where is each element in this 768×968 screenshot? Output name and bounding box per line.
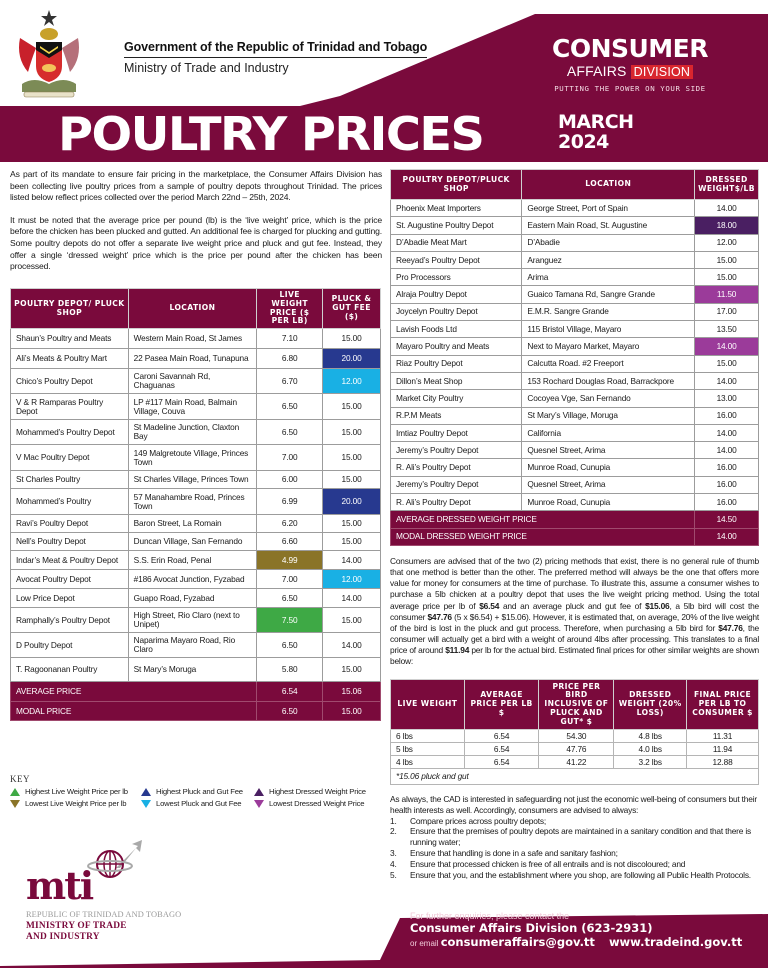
shop-location: Eastern Main Road, St. Augustine bbox=[522, 217, 695, 234]
shop-name: Jeremy’s Poultry Depot bbox=[391, 476, 522, 493]
shop-name: D Poultry Depot bbox=[11, 633, 129, 658]
shop-location: Munroe Road, Cunupia bbox=[522, 494, 695, 511]
table-row bbox=[391, 234, 759, 251]
intro-text bbox=[10, 169, 382, 273]
live-weight: 6 lbs bbox=[391, 730, 465, 743]
legend-label: Lowest Dressed Weight Price bbox=[269, 799, 365, 808]
cad-logo-affairs-text: AFFAIRS bbox=[566, 63, 627, 79]
live-weight: 5 lbs bbox=[391, 743, 465, 756]
dressed-weight-price: 13.00 bbox=[695, 390, 759, 407]
table-header-row bbox=[11, 289, 381, 329]
shop-name: Mayaro Poultry and Meats bbox=[391, 338, 522, 355]
dressed-weight-price: 14.00 bbox=[695, 372, 759, 389]
legend-item bbox=[10, 799, 141, 808]
table-row bbox=[391, 424, 759, 441]
modal-live-weight-price: 6.50 bbox=[257, 702, 323, 721]
government-heading bbox=[124, 40, 427, 75]
explanation-text: and an average pluck and gut fee of bbox=[499, 600, 646, 611]
table-row bbox=[391, 743, 759, 756]
list-number: 4. bbox=[390, 858, 397, 869]
shop-location: #186 Avocat Junction, Fyzabad bbox=[128, 570, 257, 589]
pluck-gut-fee: 20.00 bbox=[323, 489, 381, 515]
shop-location: Naparima Mayaro Road, Rio Claro bbox=[128, 633, 257, 658]
list-item bbox=[390, 816, 759, 827]
table-row bbox=[11, 589, 381, 608]
health-advice-list bbox=[390, 816, 759, 881]
list-text: Ensure that you, and the establishment where you shop, are following all Public Health Protocols. bbox=[410, 869, 751, 880]
live-weight-price: 4.99 bbox=[257, 551, 323, 570]
ministry-name: Ministry of Trade and Industry bbox=[124, 61, 289, 75]
final-price: 11.31 bbox=[687, 730, 759, 743]
dressed-weight-price: 16.00 bbox=[695, 459, 759, 476]
live-weight-price: 6.00 bbox=[257, 471, 323, 489]
shop-name: T. Ragoonanan Poultry bbox=[11, 658, 129, 682]
average-price: 6.54 bbox=[464, 756, 539, 769]
shop-name: Lavish Foods Ltd bbox=[391, 321, 522, 338]
triangle-down-cyan-icon bbox=[141, 800, 151, 808]
shop-location: D’Abadie bbox=[522, 234, 695, 251]
contact-info bbox=[410, 911, 742, 951]
final-price: 11.94 bbox=[687, 743, 759, 756]
contact-email-line bbox=[410, 935, 742, 951]
list-item bbox=[390, 859, 759, 870]
pluck-gut-fee: 15.00 bbox=[323, 394, 381, 420]
dressed-weight-price: 16.00 bbox=[695, 407, 759, 424]
column-header-price-per-bird: PRICE PER BIRD INCLUSIVE OF PLUCK AND GUT* $ bbox=[539, 680, 614, 730]
shop-location: S.S. Erin Road, Penal bbox=[128, 551, 257, 570]
dressed-weight-price: 12.00 bbox=[695, 234, 759, 251]
list-number: 1. bbox=[390, 815, 397, 826]
legend-item bbox=[141, 799, 254, 808]
mti-wordmark: mti bbox=[26, 863, 93, 908]
table-row bbox=[11, 489, 381, 515]
page-header bbox=[0, 0, 768, 162]
shop-location: Quesnel Street, Arima bbox=[522, 442, 695, 459]
column-header-location: LOCATION bbox=[128, 289, 257, 329]
mti-republic: REPUBLIC OF TRINIDAD AND TOBAGO bbox=[26, 910, 182, 919]
table-row bbox=[391, 286, 759, 303]
bird-cost-highlight: $47.76 bbox=[427, 611, 452, 622]
shop-name: Jeremy’s Poultry Depot bbox=[391, 442, 522, 459]
page-title: POULTRY PRICES bbox=[58, 107, 484, 161]
average-dressed-price: 14.50 bbox=[695, 511, 759, 528]
table-row bbox=[391, 217, 759, 234]
final-price-highlight: $11.94 bbox=[445, 645, 470, 656]
shop-name: V & R Ramparas Poultry Depot bbox=[11, 394, 129, 420]
pricing-methods-explanation bbox=[390, 556, 759, 668]
shop-location: Arima bbox=[522, 269, 695, 286]
pluck-gut-fee: 15.00 bbox=[323, 608, 381, 633]
table-row bbox=[391, 338, 759, 355]
dressed-weight: 3.2 lbs bbox=[614, 756, 687, 769]
shop-location: Munroe Road, Cunupia bbox=[522, 459, 695, 476]
price-per-bird: 47.76 bbox=[539, 743, 614, 756]
column-header-shop: POULTRY DEPOT/PLUCK SHOP bbox=[391, 170, 522, 200]
avg-price-highlight: $6.54 bbox=[479, 600, 500, 611]
dressed-weight-price: 13.50 bbox=[695, 321, 759, 338]
shop-name: Dillon’s Meat Shop bbox=[391, 372, 522, 389]
dressed-weight: 4.0 lbs bbox=[614, 743, 687, 756]
table-row bbox=[11, 420, 381, 445]
table-row bbox=[11, 515, 381, 533]
live-weight-price: 6.50 bbox=[257, 420, 323, 445]
table-row bbox=[391, 442, 759, 459]
table-row bbox=[11, 471, 381, 489]
table-row bbox=[391, 372, 759, 389]
mti-ministry-line2: AND INDUSTRY bbox=[26, 932, 100, 942]
health-intro: As always, the CAD is interested in safeguarding not just the economic well-being of consumers but their health interests as well. Accordingly, consumers are advised to always: bbox=[390, 794, 757, 815]
price-per-bird: 54.30 bbox=[539, 730, 614, 743]
shop-location: High Street, Rio Claro (next to Unipet) bbox=[128, 608, 257, 633]
table-row bbox=[391, 407, 759, 424]
pluck-gut-fee: 15.00 bbox=[323, 658, 381, 682]
shop-location: Western Main Road, St James bbox=[128, 329, 257, 349]
pluck-gut-fee: 15.00 bbox=[323, 533, 381, 551]
average-price-row bbox=[11, 682, 381, 702]
final-price: 12.88 bbox=[687, 756, 759, 769]
shop-name: Chico’s Poultry Depot bbox=[11, 369, 129, 394]
pluck-gut-fee: 20.00 bbox=[323, 349, 381, 369]
cad-tagline: PUTTING THE POWER ON YOUR SIDE bbox=[554, 84, 706, 93]
legend-label: Lowest Live Weight Price per lb bbox=[25, 799, 127, 808]
list-number: 3. bbox=[390, 847, 397, 858]
intro-paragraph-2: It must be noted that the average price per pound (lb) is the ‘live weight’ price, which is the price before the chicken has been plucked and gutted. An additional fee is charged for plucking and gutting. Some poultry depots do not offer a separate live weight price and pluck and gut fee. Instead, they offer a single ‘dressed weight’ price which is the price per pound after the chicken has been processed. bbox=[10, 214, 382, 272]
modal-dressed-price: 14.00 bbox=[695, 528, 759, 545]
legend-label: Lowest Pluck and Gut Fee bbox=[156, 799, 242, 808]
live-weight-price: 6.50 bbox=[257, 633, 323, 658]
modal-price-row bbox=[11, 702, 381, 721]
title-year: 2024 bbox=[558, 131, 609, 153]
shop-location: Aranguez bbox=[522, 251, 695, 268]
shop-name: R. Ali’s Poultry Depot bbox=[391, 494, 522, 511]
live-weight-price: 7.00 bbox=[257, 570, 323, 589]
table-row bbox=[391, 730, 759, 743]
dressed-weight-price: 16.00 bbox=[695, 476, 759, 493]
final-price-calculation-table bbox=[390, 679, 759, 785]
pluck-gut-fee: 15.00 bbox=[323, 445, 381, 471]
shop-name: Riaz Poultry Depot bbox=[391, 355, 522, 372]
shop-location: 149 Malgretoute Village, Princes Town bbox=[128, 445, 257, 471]
cad-logo-division: DIVISION bbox=[631, 65, 693, 79]
legend-label: Highest Live Weight Price per lb bbox=[25, 787, 128, 796]
average-pluck-gut-fee: 15.06 bbox=[323, 682, 381, 702]
shop-location: Calcutta Road. #2 Freeport bbox=[522, 355, 695, 372]
pluck-gut-fee: 14.00 bbox=[323, 589, 381, 608]
shop-name: R. Ali’s Poultry Depot bbox=[391, 459, 522, 476]
legend-item bbox=[254, 787, 382, 796]
table-row bbox=[11, 394, 381, 420]
dressed-weight-price: 15.00 bbox=[695, 251, 759, 268]
live-weight-price: 6.20 bbox=[257, 515, 323, 533]
modal-dressed-price-label: MODAL DRESSED WEIGHT PRICE bbox=[391, 528, 695, 545]
shop-location: St Mary’s Village, Moruga bbox=[522, 407, 695, 424]
shop-name: Ramphally’s Poultry Depot bbox=[11, 608, 129, 633]
shop-location: Guaico Tamana Rd, Sangre Grande bbox=[522, 286, 695, 303]
pluck-gut-fee: 12.00 bbox=[323, 369, 381, 394]
list-item bbox=[390, 826, 759, 848]
dressed-weight-price: 18.00 bbox=[695, 217, 759, 234]
table-row bbox=[391, 321, 759, 338]
pluck-gut-fee: 14.00 bbox=[323, 551, 381, 570]
list-item bbox=[390, 848, 759, 859]
table-row bbox=[11, 658, 381, 682]
live-weight: 4 lbs bbox=[391, 756, 465, 769]
dressed-weight-price: 17.00 bbox=[695, 303, 759, 320]
modal-price-label: MODAL PRICE bbox=[11, 702, 257, 721]
shop-name: Reeyad’s Poultry Depot bbox=[391, 251, 522, 268]
triangle-up-blue-icon bbox=[141, 788, 151, 796]
column-header-average-price: AVERAGE PRICE PER LB $ bbox=[464, 680, 539, 730]
shop-name: Low Price Depot bbox=[11, 589, 129, 608]
table-row bbox=[391, 494, 759, 511]
column-header-pluck-gut-fee: PLUCK & GUT FEE ($) bbox=[323, 289, 381, 329]
column-header-live-weight: LIVE WEIGHT bbox=[391, 680, 465, 730]
table-row bbox=[391, 200, 759, 217]
pluck-gut-fee: 12.00 bbox=[323, 570, 381, 589]
explanation-text: (5 x $6.54) + $15.06). However, it is estimated that, on average, 20% of the live weight of the bird is lost in the pluck and gut process. Therefore, when purchasing a 5lb bird for bbox=[390, 611, 759, 633]
average-price: 6.54 bbox=[464, 743, 539, 756]
triangle-down-olive-icon bbox=[10, 800, 20, 808]
shop-name: R.P.M Meats bbox=[391, 407, 522, 424]
legend-item bbox=[254, 799, 382, 808]
shop-name: Market City Poultry bbox=[391, 390, 522, 407]
legend-label: Highest Pluck and Gut Fee bbox=[156, 787, 243, 796]
average-price: 6.54 bbox=[464, 730, 539, 743]
triangle-down-magenta-icon bbox=[254, 800, 264, 808]
shop-location: LP #117 Main Road, Balmain Village, Couva bbox=[128, 394, 257, 420]
shop-location: Quesnel Street, Arima bbox=[522, 476, 695, 493]
table-row bbox=[11, 570, 381, 589]
explanation-text: Consumers are advised that of the two (2) pricing methods that exist, there is no general rule of thumb that one method is better than the other. The preferred method will always be the one that offers more value for money for consumers at the time of purchase. To illustrate this, assume a consumer wishes to purchase a 5lb chicken at a poultry depot that uses the live weight pricing method. Using the total average price per lb of bbox=[390, 556, 759, 611]
table-row bbox=[391, 355, 759, 372]
live-weight-price: 6.50 bbox=[257, 589, 323, 608]
live-weight-price: 5.80 bbox=[257, 658, 323, 682]
pluck-gut-fee: 15.00 bbox=[323, 420, 381, 445]
table-row bbox=[11, 349, 381, 369]
column-header-final-price: FINAL PRICE PER LB TO CONSUMER $ bbox=[687, 680, 759, 730]
table-header-row bbox=[391, 170, 759, 200]
average-live-weight-price: 6.54 bbox=[257, 682, 323, 702]
shop-name: Phoenix Meat Importers bbox=[391, 200, 522, 217]
live-weight-price: 6.80 bbox=[257, 349, 323, 369]
table-row bbox=[391, 269, 759, 286]
list-number: 5. bbox=[390, 869, 397, 880]
column-header-dressed-weight: DRESSED WEIGHT (20% LOSS) bbox=[614, 680, 687, 730]
dressed-weight-price: 11.50 bbox=[695, 286, 759, 303]
shop-name: Alraja Poultry Depot bbox=[391, 286, 522, 303]
shop-location: Next to Mayaro Market, Mayaro bbox=[522, 338, 695, 355]
column-header-location: LOCATION bbox=[522, 170, 695, 200]
table-row bbox=[11, 551, 381, 570]
website-link[interactable]: www.tradeind.gov.tt bbox=[608, 935, 743, 949]
table-row bbox=[11, 533, 381, 551]
table-header-row bbox=[391, 680, 759, 730]
live-weight-price: 6.60 bbox=[257, 533, 323, 551]
intro-paragraph-1: As part of its mandate to ensure fair pricing in the marketplace, the Consumer Affairs Division has been collecting live poultry prices from a sample of poultry depots throughout Trinidad. The prices listed below reflect prices collected over the period March 22nd – 25th, 2024. bbox=[10, 169, 382, 203]
pluck-gut-fee: 15.00 bbox=[323, 329, 381, 349]
list-text: Ensure that processed chicken is free of all entrails and is not discoloured; and bbox=[410, 858, 686, 869]
health-advice bbox=[390, 794, 759, 880]
dressed-weight-price: 14.00 bbox=[695, 442, 759, 459]
bird-cost-highlight: $47.76 bbox=[718, 622, 743, 633]
table-row bbox=[391, 756, 759, 769]
pluck-gut-fee: 15.00 bbox=[323, 515, 381, 533]
live-weight-price: 7.00 bbox=[257, 445, 323, 471]
shop-name: D’Abadie Meat Mart bbox=[391, 234, 522, 251]
shop-location: E.M.R. Sangre Grande bbox=[522, 303, 695, 320]
shop-location: 57 Manahambre Road, Princes Town bbox=[128, 489, 257, 515]
dressed-weight-price: 14.00 bbox=[695, 424, 759, 441]
modal-dressed-price-row bbox=[391, 528, 759, 545]
shop-location: St Mary’s Moruga bbox=[128, 658, 257, 682]
shop-name: Ravi’s Poultry Depot bbox=[11, 515, 129, 533]
legend-item bbox=[10, 787, 141, 796]
legend-item bbox=[141, 787, 254, 796]
explanation-text: , a 5lb bird will cost the consumer bbox=[390, 600, 759, 622]
avg-fee-highlight: $15.06 bbox=[645, 600, 670, 611]
list-text: Ensure that the premises of poultry depots are maintained in a sanitary condition and that there is running water; bbox=[410, 826, 752, 848]
government-name: Government of the Republic of Trinidad and Tobago bbox=[124, 40, 427, 58]
explanation-text: per lb for the actual bird. Estimated final prices for other similar weights are shown below: bbox=[390, 645, 760, 667]
live-weight-price: 6.99 bbox=[257, 489, 323, 515]
dressed-weight-price: 15.00 bbox=[695, 355, 759, 372]
cad-logo-affairs bbox=[540, 63, 720, 80]
pluck-gut-fee: 15.00 bbox=[323, 471, 381, 489]
average-price-label: AVERAGE PRICE bbox=[11, 682, 257, 702]
list-item bbox=[390, 870, 759, 881]
table-row bbox=[11, 445, 381, 471]
shop-name: V Mac Poultry Depot bbox=[11, 445, 129, 471]
shop-location: Guapo Road, Fyzabad bbox=[128, 589, 257, 608]
mti-ministry-line1: MINISTRY OF TRADE bbox=[26, 921, 127, 931]
shop-name: Mohammed’s Poultry bbox=[11, 489, 129, 515]
pluck-gut-footnote: *15.06 pluck and gut bbox=[391, 769, 759, 785]
triangle-up-purple-icon bbox=[254, 788, 264, 796]
live-weight-price-table bbox=[10, 288, 381, 721]
average-dressed-price-row bbox=[391, 511, 759, 528]
table-row bbox=[391, 251, 759, 268]
shop-name: Shaun’s Poultry and Meats bbox=[11, 329, 129, 349]
cad-logo-consumer: CONSUMER bbox=[551, 34, 709, 63]
legend-items bbox=[10, 787, 382, 808]
shop-location: Baron Street, La Romain bbox=[128, 515, 257, 533]
column-header-dressed-weight: DRESSED WEIGHT$/LB bbox=[695, 170, 759, 200]
table-row bbox=[11, 608, 381, 633]
page-title-date bbox=[558, 112, 634, 152]
table-row bbox=[391, 390, 759, 407]
legend-label: Highest Dressed Weight Price bbox=[269, 787, 366, 796]
price-per-bird: 41.22 bbox=[539, 756, 614, 769]
dressed-weight-price: 16.00 bbox=[695, 494, 759, 511]
table-row bbox=[11, 633, 381, 658]
legend-title: KEY bbox=[10, 774, 30, 784]
dressed-weight: 4.8 lbs bbox=[614, 730, 687, 743]
live-weight-price: 6.50 bbox=[257, 394, 323, 420]
table-row bbox=[391, 459, 759, 476]
list-text: Compare prices across poultry depots; bbox=[410, 815, 546, 826]
shop-location: Cocoyea Vge, San Fernando bbox=[522, 390, 695, 407]
email-link[interactable]: consumeraffairs@gov.tt bbox=[440, 935, 595, 949]
footnote-row bbox=[391, 769, 759, 785]
shop-name: St. Augustine Poultry Depot bbox=[391, 217, 522, 234]
table-row bbox=[11, 329, 381, 349]
shop-location: 22 Pasea Main Road, Tunapuna bbox=[128, 349, 257, 369]
contact-division-phone: Consumer Affairs Division (623-2931) bbox=[410, 921, 653, 935]
pluck-gut-fee: 14.00 bbox=[323, 633, 381, 658]
dressed-weight-price: 14.00 bbox=[695, 200, 759, 217]
consumer-affairs-logo bbox=[540, 36, 720, 93]
live-weight-price: 7.50 bbox=[257, 608, 323, 633]
table-row bbox=[391, 303, 759, 320]
shop-name: Joycelyn Poultry Depot bbox=[391, 303, 522, 320]
shop-name: Pro Processors bbox=[391, 269, 522, 286]
shop-name: St Charles Poultry bbox=[11, 471, 129, 489]
shop-location: California bbox=[522, 424, 695, 441]
modal-pluck-gut-fee: 15.00 bbox=[323, 702, 381, 721]
shop-location: 153 Rochard Douglas Road, Barrackpore bbox=[522, 372, 695, 389]
shop-location: Duncan Village, San Fernando bbox=[128, 533, 257, 551]
live-weight-price: 7.10 bbox=[257, 329, 323, 349]
table-row bbox=[391, 476, 759, 493]
list-number: 2. bbox=[390, 826, 397, 837]
column-header-shop: POULTRY DEPOT/ PLUCK SHOP bbox=[11, 289, 129, 329]
shop-name: Mohammed’s Poultry Depot bbox=[11, 420, 129, 445]
shop-name: Avocat Poultry Depot bbox=[11, 570, 129, 589]
mti-ministry bbox=[26, 921, 127, 943]
legend bbox=[10, 774, 382, 808]
average-dressed-price-label: AVERAGE DRESSED WEIGHT PRICE bbox=[391, 511, 695, 528]
dressed-weight-price: 14.00 bbox=[695, 338, 759, 355]
list-text: Ensure that handling is done in a safe and sanitary fashion; bbox=[410, 847, 618, 858]
shop-location: Caroni Savannah Rd, Chaguanas bbox=[128, 369, 257, 394]
shop-location: St Madeline Junction, Claxton Bay bbox=[128, 420, 257, 445]
title-month: MARCH bbox=[558, 111, 634, 133]
table-row bbox=[11, 369, 381, 394]
triangle-up-green-icon bbox=[10, 788, 20, 796]
shop-location: St Charles Village, Princes Town bbox=[128, 471, 257, 489]
live-weight-price: 6.70 bbox=[257, 369, 323, 394]
email-prefix: or email bbox=[410, 939, 441, 948]
dressed-weight-price: 15.00 bbox=[695, 269, 759, 286]
shop-name: Imtiaz Poultry Depot bbox=[391, 424, 522, 441]
shop-name: Indar’s Meat & Poultry Depot bbox=[11, 551, 129, 570]
shop-location: George Street, Port of Spain bbox=[522, 200, 695, 217]
dressed-weight-price-table bbox=[390, 169, 759, 546]
column-header-live-weight: LIVE WEIGHT PRICE ($ PER LB) bbox=[257, 289, 323, 329]
explanation-text: , the consumer will actually get a bird with a weight of around 4lbs after processing. This translates to a final price of around bbox=[390, 622, 760, 656]
contact-intro: For further enquiries, please contact the bbox=[410, 911, 570, 921]
coat-of-arms-icon bbox=[14, 8, 84, 100]
shop-name: Ali’s Meats & Poultry Mart bbox=[11, 349, 129, 369]
shop-location: 115 Bristol Village, Mayaro bbox=[522, 321, 695, 338]
shop-name: Nell’s Poultry Depot bbox=[11, 533, 129, 551]
